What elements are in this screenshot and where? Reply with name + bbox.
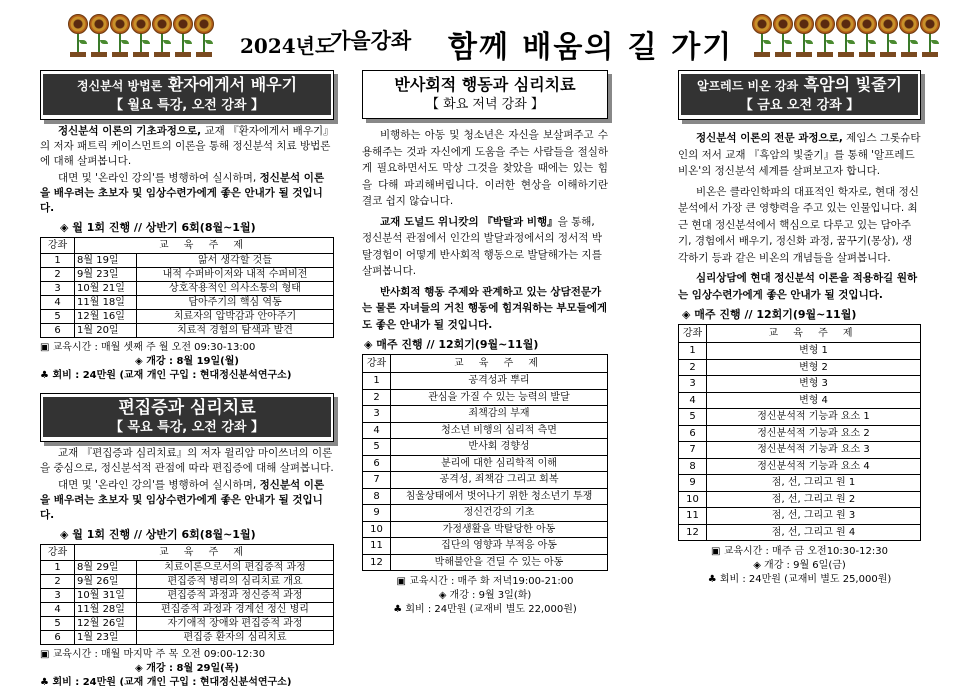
table-row — [363, 554, 608, 571]
table-row — [41, 296, 334, 310]
course-intro: 비온은 클라인학파의 대표적인 학자로, 현대 정신분석에서 가장 큰 영향력을 주고 있는 인물입니다. 최근 현대 정신분석에서 핵심으로 다루고 있는 담아주기, 경험에서 배우기, 정신화 과정, 꿈꾸기(몽상), 생각하기 등과 같은 비온의 개념들을 살펴봅니다. — [678, 185, 919, 264]
table-row — [679, 442, 921, 459]
table-row — [363, 472, 608, 489]
curriculum-table: 강좌 교 육 주 제 1 8월 29일 치료이론으로서의 편집증적 과정 2 9월 26일 편집증적 병리의 심리치료 개요 3 10월 31일 편집증적 과정과 정신증적 과정 4 11월 28일 편집증적 과정과 경계선 정신 병리 5 12월 26일 자기애적 장애와 편집증적 과정 6 1월 23일 편집증 환자의 심리치료 — [40, 544, 334, 645]
table-cell: 5 — [363, 439, 391, 456]
table-cell: 정신분석적 기능과 요소 4 — [707, 458, 921, 475]
sunflower-icon — [857, 14, 877, 58]
table-row — [679, 392, 921, 409]
table-cell: 자기애적 장애와 편집증적 과정 — [137, 617, 334, 631]
table-cell: 3 — [363, 406, 391, 423]
table-row — [363, 488, 608, 505]
course-subtitle: 【 화요 저녁 강좌 】 — [426, 97, 544, 112]
curriculum-table: 강좌 교 육 주 제 1 공격성과 뿌리 2 관심을 가질 수 있는 능력의 발달 3 죄책감의 부재 4 청소년 비행의 심리적 측면 5 반사회 경향성 6 분리에 대한 심리학적 이해 7 공격성, 죄책감 그리고 회복 8 침울상태에서 벗어나기 위한 청소년기 투쟁 9 정신건강의 기초 10 가정생활을 박탈당한 아동 11 집단의 영향과 부적응 아동 12 박해불안을 견딜 수 있는 아동 — [362, 354, 608, 571]
table-cell: 11월 28일 — [75, 603, 137, 617]
sunflower-icon — [794, 14, 814, 58]
start-date: ◈ 개강 : 9월 3일(화) — [438, 590, 532, 601]
table-row — [363, 406, 608, 423]
table-cell: 공격성, 죄책감 그리고 회복 — [391, 472, 608, 489]
table-cell: 침울상태에서 벗어나기 위한 청소년기 투쟁 — [391, 488, 608, 505]
table-cell: 5 — [41, 617, 75, 631]
table-cell: 9월 23일 — [75, 268, 137, 282]
table-cell: 집단의 영향과 부적응 아동 — [391, 538, 608, 555]
table-row — [363, 455, 608, 472]
table-cell: 편집증 환자의 심리치료 — [137, 631, 334, 645]
flower-decoration-left — [68, 14, 214, 58]
schedule-label: ◈ 매주 진행 // 12회기(9월~11월) — [364, 338, 539, 351]
table-cell: 9 — [679, 475, 707, 492]
table-cell: 10월 31일 — [75, 589, 137, 603]
course-title-prefix: 정신분석 방법론 — [76, 79, 163, 93]
table-row — [679, 425, 921, 442]
sunflower-icon — [68, 14, 88, 58]
table-row — [41, 617, 334, 631]
table-row — [41, 324, 334, 338]
table-cell: 4 — [363, 422, 391, 439]
course-title-box — [40, 393, 334, 442]
flower-decoration-right — [752, 14, 940, 58]
table-cell: 정신분석적 기능과 요소 2 — [707, 425, 921, 442]
table-row — [363, 505, 608, 522]
course-subtitle: 【 월요 특강, 오전 강좌 】 — [43, 97, 331, 115]
course-note: 대면 및 '온라인 강의'를 병행하여 실시하며, 정신분석 이론을 배우려는 초보자 및 임상수련가에게 좋은 안내가 될 것입니다. — [40, 172, 325, 214]
table-cell: 12월 16일 — [75, 310, 137, 324]
table-cell: 내적 수퍼바이저와 내적 수퍼비전 — [137, 268, 334, 282]
table-row — [41, 589, 334, 603]
table-cell: 5 — [679, 409, 707, 426]
course-title: 흑암의 빛줄기 — [803, 75, 902, 94]
table-cell: 편집증적 병리의 심리치료 개요 — [137, 575, 334, 589]
course-subtitle: 【 금요 오전 강좌 】 — [681, 97, 918, 115]
table-cell: 2 — [679, 359, 707, 376]
fee: ♣ 회비 : 24만원 (교재 개인 구입 : 현대정신분석연구소) — [40, 370, 292, 381]
table-cell: 치료자의 압박감과 안아주기 — [137, 310, 334, 324]
table-cell: 9 — [363, 505, 391, 522]
table-cell: 9월 26일 — [75, 575, 137, 589]
header-year: 2024년도 — [240, 34, 335, 58]
table-cell: 1 — [679, 343, 707, 360]
class-time: ▣ 교육시간 : 매월 마지막 주 목 오전 09:00-12:30 — [40, 649, 266, 660]
table-cell: 10월 21일 — [75, 282, 137, 296]
table-row — [679, 343, 921, 360]
table-row — [363, 521, 608, 538]
table-cell: 12 — [363, 554, 391, 571]
page-header — [0, 0, 970, 64]
table-cell: 박해불안을 견딜 수 있는 아동 — [391, 554, 608, 571]
course-note: 심리상담에 현대 정신분석 이론을 적용하길 원하는 임상수련가에게 좋은 안내가 될 것입니다. — [678, 272, 918, 301]
table-cell: 1 — [41, 254, 75, 268]
table-cell: 10 — [679, 491, 707, 508]
table-cell: 8 — [679, 458, 707, 475]
table-row — [41, 254, 334, 268]
sunflower-icon — [194, 14, 214, 58]
table-cell: 6 — [679, 425, 707, 442]
table-row — [41, 561, 334, 575]
fee: ♣ 회비 : 24만원 (교재비 별도 22,000원) — [393, 604, 577, 615]
course-title-box — [40, 70, 334, 120]
table-row — [41, 603, 334, 617]
sunflower-icon — [152, 14, 172, 58]
table-row — [679, 409, 921, 426]
course-intro: 비행하는 아동 및 청소년은 자신을 보살펴주고 수용해주는 것과 자신에게 도움을 주는 사람들을 절실하게 필요하면서도 막상 그것을 찾았을 때에는 있는 힘을 다해 파괴해버립니다. 이러한 현상을 이해하기란 결코 쉽지 않습니다. — [362, 129, 608, 207]
table-row — [41, 268, 334, 282]
sunflower-icon — [773, 14, 793, 58]
table-cell: 10 — [363, 521, 391, 538]
table-cell: 4 — [41, 296, 75, 310]
table-cell: 변형 3 — [707, 376, 921, 393]
table-row — [679, 508, 921, 525]
table-cell: 1 — [41, 561, 75, 575]
course-title: 편집증과 심리치료 — [43, 397, 331, 419]
table-cell: 죄책감의 부재 — [391, 406, 608, 423]
start-date: ◈ 개강 : 8월 29일(목) — [135, 663, 239, 674]
table-cell: 11월 18일 — [75, 296, 137, 310]
table-cell: 담아주기의 핵심 역동 — [137, 296, 334, 310]
table-cell: 치료이론으로서의 편집증적 과정 — [137, 561, 334, 575]
page-title: 함께 배움의 길 가기 — [448, 30, 734, 65]
table-cell: 11 — [363, 538, 391, 555]
sunflower-icon — [131, 14, 151, 58]
table-row — [363, 373, 608, 390]
table-cell: 변형 4 — [707, 392, 921, 409]
sunflower-icon — [173, 14, 193, 58]
table-row — [679, 524, 921, 541]
table-cell: 8월 19일 — [75, 254, 137, 268]
table-row — [41, 310, 334, 324]
column-right — [678, 70, 921, 587]
course-description: 정신분석 이론의 전문 과정으로, 제임스 그롯슈타인의 저서 교재 『흑암의 빛줄기』를 통해 '알프레드 비온'의 정신분석 세계를 살펴보고자 합니다. — [678, 132, 921, 177]
sunflower-icon — [752, 14, 772, 58]
start-date: ◈ 개강 : 9월 6일(금) — [753, 560, 846, 571]
table-cell: 앎서 생각할 것들 — [137, 254, 334, 268]
table-cell: 상호작용적인 의사소통의 형태 — [137, 282, 334, 296]
table-cell: 반사회 경향성 — [391, 439, 608, 456]
table-row — [41, 631, 334, 645]
table-cell: 청소년 비행의 심리적 측면 — [391, 422, 608, 439]
table-cell: 편집증적 과정과 경계선 정신 병리 — [137, 603, 334, 617]
table-cell: 12월 26일 — [75, 617, 137, 631]
course-note: 대면 및 '온라인 강의'를 병행하여 실시하며, 정신분석 이론을 배우려는 초보자 및 임상수련가에게 좋은 안내가 될 것입니다. — [40, 479, 325, 521]
table-row — [679, 376, 921, 393]
table-cell: 2 — [41, 575, 75, 589]
sunflower-icon — [836, 14, 856, 58]
table-cell: 편집증적 과정과 정신증적 과정 — [137, 589, 334, 603]
table-cell: 12 — [679, 524, 707, 541]
table-cell: 변형 2 — [707, 359, 921, 376]
course-title: 반사회적 행동과 심리치료 — [394, 75, 576, 94]
header-season: 가을강좌 — [330, 29, 412, 53]
curriculum-table: 강좌 교 육 주 제 1 8월 19일 앎서 생각할 것들 2 9월 23일 내적 수퍼바이저와 내적 수퍼비전 3 10월 21일 상호작용적인 의사소통의 형태 4 11월 18일 담아주기의 핵심 역동 5 12월 16일 치료자의 압박감과 안아주기 6 1월 20일 치료적 경험의 탐색과 발견 — [40, 237, 334, 338]
table-cell: 점, 선, 그리고 원 2 — [707, 491, 921, 508]
table-row — [41, 282, 334, 296]
table-cell: 2 — [41, 268, 75, 282]
course-title-box — [362, 70, 608, 119]
table-cell: 3 — [41, 282, 75, 296]
course-note: 반사회적 행동 주제와 관계하고 있는 상담전문가는 물론 자녀들의 거친 행동에 힘겨워하는 부모들에게도 좋은 안내가 될 것입니다. — [362, 285, 608, 331]
table-row — [363, 538, 608, 555]
table-cell: 분리에 대한 심리학적 이해 — [391, 455, 608, 472]
column-middle — [362, 70, 608, 617]
table-cell: 정신분석적 기능과 요소 3 — [707, 442, 921, 459]
class-time: ▣ 교육시간 : 매월 셋째 주 월 오전 09:30-13:00 — [40, 342, 256, 353]
course-title-prefix: 알프레드 비온 강좌 — [697, 79, 799, 93]
class-time: ▣ 교육시간 : 매주 화 저녁19:00-21:00 — [396, 576, 574, 587]
table-cell: 1월 20일 — [75, 324, 137, 338]
table-row — [363, 422, 608, 439]
table-row — [679, 491, 921, 508]
schedule-label: ◈ 매주 진행 // 12회기(9월~11월) — [682, 308, 857, 321]
sunflower-icon — [878, 14, 898, 58]
table-cell: 11 — [679, 508, 707, 525]
table-row — [363, 389, 608, 406]
table-cell: 8월 29일 — [75, 561, 137, 575]
table-cell: 6 — [41, 324, 75, 338]
table-cell: 5 — [41, 310, 75, 324]
table-cell: 관심을 가질 수 있는 능력의 발달 — [391, 389, 608, 406]
column-left — [40, 70, 334, 686]
table-cell: 변형 1 — [707, 343, 921, 360]
course-description: 교재 도널드 위니캇의 『박탈과 비행』을 통해, 정신분석 관점에서 인간의 발달과정에서의 정서적 박탈경험이 어떻게 반사회적 행동으로 발달해가는 지를 살펴봅니다. — [362, 215, 602, 277]
table-cell: 가정생활을 박탈당한 아동 — [391, 521, 608, 538]
schedule-label: ◈ 월 1회 진행 // 상반기 6회(8월~1월) — [60, 221, 256, 234]
table-cell: 8 — [363, 488, 391, 505]
course-title-box — [678, 70, 921, 120]
table-cell: 3 — [41, 589, 75, 603]
table-row — [679, 475, 921, 492]
table-cell: 3 — [679, 376, 707, 393]
table-cell: 1월 23일 — [75, 631, 137, 645]
sunflower-icon — [899, 14, 919, 58]
course-description: 교재 『편집증과 심리치료』의 저자 윌리암 마이쓰너의 이론을 중심으로, 정신분석적 관점에 따라 편집증에 대해 살펴봅니다. — [40, 447, 334, 474]
table-cell: 2 — [363, 389, 391, 406]
table-row — [679, 458, 921, 475]
table-cell: 점, 선, 그리고 원 1 — [707, 475, 921, 492]
table-row — [363, 439, 608, 456]
table-cell: 공격성과 뿌리 — [391, 373, 608, 390]
table-cell: 점, 선, 그리고 원 3 — [707, 508, 921, 525]
table-cell: 치료적 경험의 탐색과 발견 — [137, 324, 334, 338]
sunflower-icon — [110, 14, 130, 58]
curriculum-table: 강좌 교 육 주 제 1 변형 1 2 변형 2 3 변형 3 4 변형 4 5 정신분석적 기능과 요소 1 6 정신분석적 기능과 요소 2 7 정신분석적 기능과 요소 3 8 정신분석적 기능과 요소 4 9 점, 선, 그리고 원 1 10 점, 선, 그리고 원 2 11 점, 선, 그리고 원 3 12 점, 선, 그리고 원 4 — [678, 324, 921, 541]
table-cell: 7 — [679, 442, 707, 459]
table-row — [679, 359, 921, 376]
fee: ♣ 회비 : 24만원 (교재비 별도 25,000원) — [707, 574, 892, 585]
table-cell: 4 — [41, 603, 75, 617]
table-cell: 6 — [363, 455, 391, 472]
table-cell: 6 — [41, 631, 75, 645]
table-cell: 점, 선, 그리고 원 4 — [707, 524, 921, 541]
table-cell: 정신건강의 기초 — [391, 505, 608, 522]
course-subtitle: 【 목요 특강, 오전 강좌 】 — [43, 419, 331, 437]
table-cell: 4 — [679, 392, 707, 409]
table-cell: 7 — [363, 472, 391, 489]
table-cell: 1 — [363, 373, 391, 390]
table-cell: 정신분석적 기능과 요소 1 — [707, 409, 921, 426]
schedule-label: ◈ 월 1회 진행 // 상반기 6회(8월~1월) — [60, 528, 256, 541]
course-title: 환자에게서 배우기 — [167, 75, 298, 94]
table-row — [41, 575, 334, 589]
start-date: ◈ 개강 : 8월 19일(월) — [135, 356, 239, 367]
sunflower-icon — [920, 14, 940, 58]
sunflower-icon — [815, 14, 835, 58]
fee: ♣ 회비 : 24만원 (교재 개인 구입 : 현대정신분석연구소) — [40, 677, 292, 686]
course-description: 정신분석 이론의 기초과정으로, 교재 『환자에게서 배우기』의 저자 패트릭 케이스먼트의 이론을 통해 정신분석 치료 방법론에 대해 살펴봅니다. — [40, 125, 334, 167]
sunflower-icon — [89, 14, 109, 58]
class-time: ▣ 교육시간 : 매주 금 오전10:30-12:30 — [711, 546, 888, 557]
